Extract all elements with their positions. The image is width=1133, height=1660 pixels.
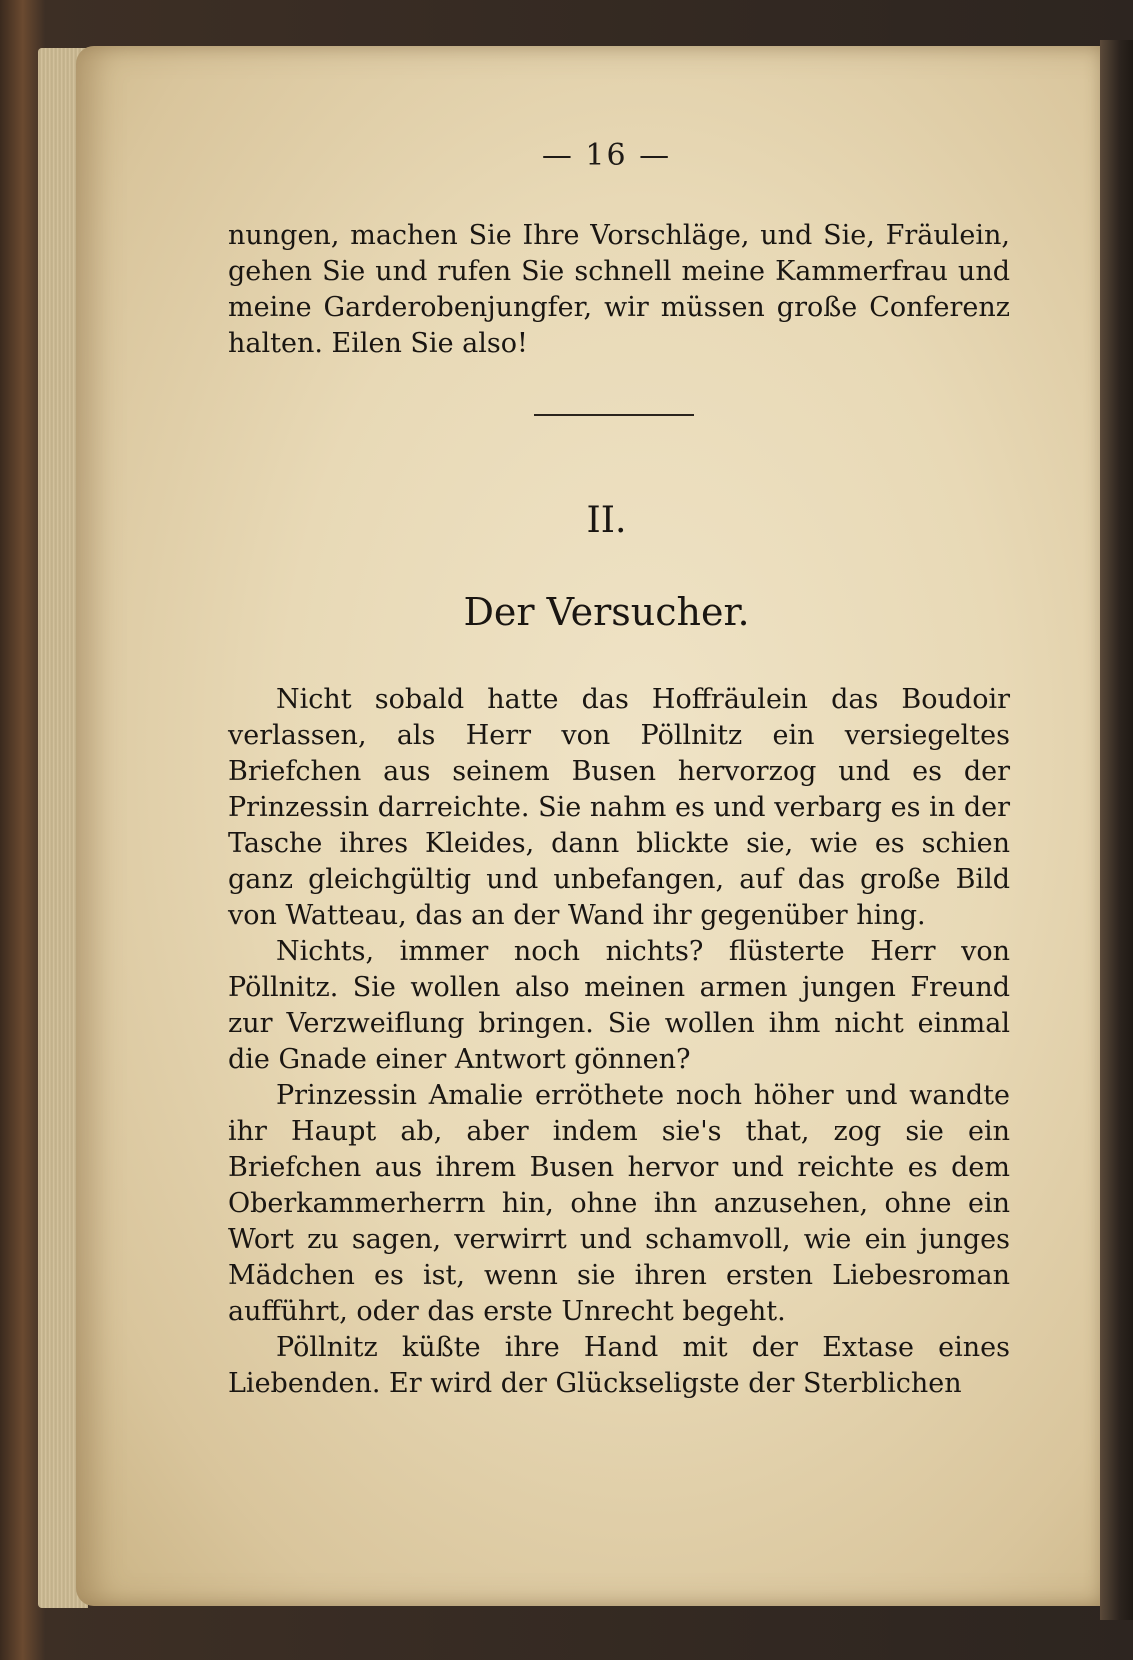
paragraph: Pöllnitz küßte ihre Hand mit der Extase eines Liebenden. Er wird der Glückseligste der Sterblichen (228, 1332, 1010, 1399)
page-number: — 16 — (541, 138, 672, 173)
chapter-title: Der Versucher. (463, 590, 750, 634)
chapter-number: II. (586, 500, 627, 541)
section-divider (534, 414, 694, 416)
paragraph: Prinzessin Amalie erröthete noch höher und wandte ihr Haupt ab, aber indem sie's that, zog sie ein Briefchen aus ihrem Busen hervor und reichte es dem Oberkammerherrn hin, ohne ihn anzusehen, ohne ein Wort zu sagen, verwirrt und schamvoll, wie ein junges Mädchen es ist, wenn sie ihren ersten Liebesroman aufführt, oder das erste Unrecht begeht. (228, 1080, 1010, 1327)
chapter-body (228, 682, 1010, 1402)
book-cover-edge (1100, 40, 1133, 1620)
opening-text: nungen, machen Sie Ihre Vorschläge, und Sie, Fräulein, gehen Sie und rufen Sie schnell meine Kammerfrau und meine Garderobenjungfer, wir müssen große Conferenz halten. Eilen Sie also! (228, 220, 1010, 359)
paragraph: Nicht sobald hatte das Hoffräulein das Boudoir verlassen, als Herr von Pöllnitz ein versiegeltes Briefchen aus seinem Busen hervorzog und es der Prinzessin darreichte. Sie nahm es und verbarg es in der Tasche ihres Kleides, dann blickte sie, wie es schien ganz gleichgültig und unbefangen, auf das große Bild von Watteau, das an der Wand ihr gegenüber hing. (228, 684, 1010, 931)
opening-paragraph (228, 218, 1010, 362)
paragraph: Nichts, immer noch nichts? flüsterte Herr von Pöllnitz. Sie wollen also meinen armen jungen Freund zur Verzweiflung bringen. Sie wollen ihm nicht einmal die Gnade einer Antwort gönnen? (228, 936, 1010, 1075)
